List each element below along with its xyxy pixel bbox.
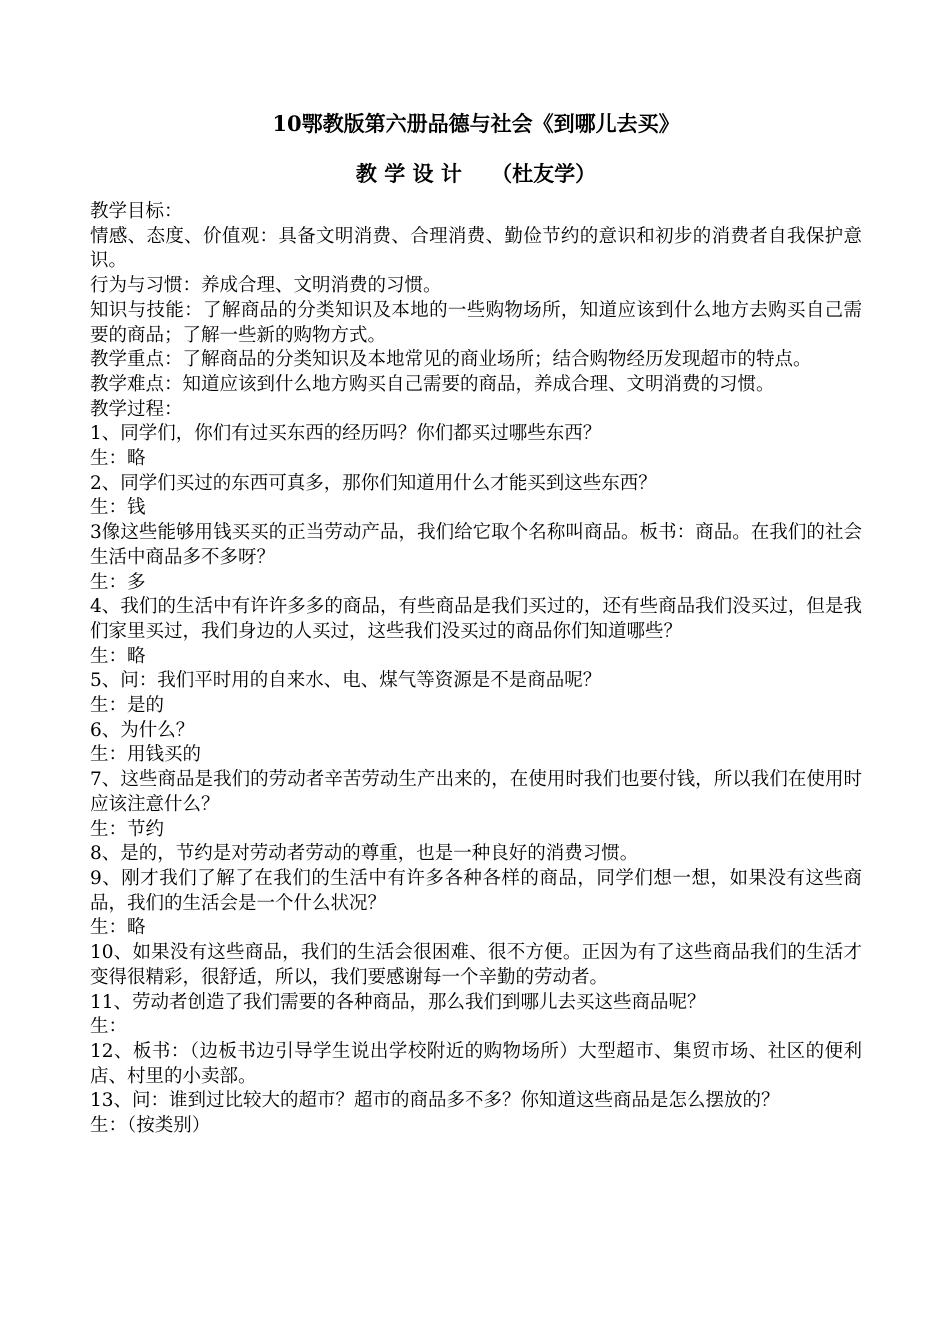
document-paragraph: 生：是的 bbox=[90, 695, 165, 717]
document-page bbox=[90, 108, 862, 1139]
document-paragraph: 知识与技能：了解商品的分类知识及本地的一些购物场所，知道应该到什么地方去购买自己需要的商品；了解一些新的购物方式。 bbox=[90, 299, 862, 346]
document-title: 10鄂教版第六册品德与社会《到哪儿去买》 bbox=[272, 111, 680, 136]
document-paragraph: 9、刚才我们了解了在我们的生活中有许多各种各样的商品，同学们想一想，如果没有这些商品，我们的生活会是一个什么状况？ bbox=[90, 867, 862, 914]
document-paragraph: 行为与习惯：养成合理、文明消费的习惯。 bbox=[90, 275, 442, 297]
document-paragraph: 生：略 bbox=[90, 917, 146, 939]
document-paragraph: 8、是的，节约是对劳动者劳动的尊重，也是一种良好的消费习惯。 bbox=[90, 843, 639, 865]
document-paragraph: 5、问：我们平时用的自来水、电、煤气等资源是不是商品呢？ bbox=[90, 670, 602, 692]
document-paragraph: 教学难点：知道应该到什么地方购买自己需要的商品，养成合理、文明消费的习惯。 bbox=[90, 373, 775, 395]
document-paragraph: 生：多 bbox=[90, 571, 146, 593]
document-paragraph: 1、同学们，你们有过买东西的经历吗？你们都买过哪些东西？ bbox=[90, 423, 602, 445]
document-paragraph: 情感、态度、价值观：具备文明消费、合理消费、勤俭节约的意识和初步的消费者自我保护意识。 bbox=[90, 225, 862, 272]
document-paragraph: 生：（按类别） bbox=[90, 1115, 211, 1137]
document-paragraph: 11、劳动者创造了我们需要的各种商品，那么我们到哪儿去买这些商品呢？ bbox=[90, 991, 706, 1013]
document-paragraph: 生：钱 bbox=[90, 497, 146, 519]
document-paragraph: 生：略 bbox=[90, 448, 146, 470]
document-paragraph: 生：用钱买的 bbox=[90, 744, 202, 766]
document-paragraph: 2、同学们买过的东西可真多，那你们知道用什么才能买到这些东西？ bbox=[90, 472, 657, 494]
document-subtitle: 教 学 设 计 （杜友学） bbox=[355, 161, 597, 186]
document-paragraph: 生： bbox=[90, 1016, 128, 1038]
document-paragraph: 6、为什么？ bbox=[90, 719, 195, 741]
document-paragraph: 生：略 bbox=[90, 645, 146, 667]
document-paragraph: 12、板书：（边板书边引导学生说出学校附近的购物场所）大型超市、集贸市场、社区的便利店、村里的小卖部。 bbox=[90, 1040, 862, 1087]
document-paragraph: 13、问：谁到过比较大的超市？超市的商品多不多？你知道这些商品是怎么摆放的？ bbox=[90, 1090, 780, 1112]
document-paragraph: 教学过程： bbox=[90, 398, 183, 420]
document-body bbox=[90, 200, 862, 1139]
document-paragraph: 教学目标： bbox=[90, 201, 183, 222]
document-paragraph: 7、这些商品是我们的劳动者辛苦劳动生产出来的，在使用时我们也要付钱，所以我们在使用时应该注意什么？ bbox=[90, 769, 862, 815]
document-paragraph: 3像这些能够用钱买买的正当劳动产品，我们给它取个名称叫商品。板书：商品。在我们的社会生活中商品多不多呀？ bbox=[90, 522, 862, 568]
document-paragraph: 生：节约 bbox=[90, 818, 165, 840]
document-paragraph: 教学重点：了解商品的分类知识及本地常见的商业场所；结合购物经历发现超市的特点。 bbox=[90, 349, 812, 371]
document-paragraph: 10、如果没有这些商品，我们的生活会很困难、很不方便。正因为有了这些商品我们的生活才变得很精彩，很舒适，所以，我们要感谢每一个辛勤的劳动者。 bbox=[90, 942, 862, 988]
document-paragraph: 4、我们的生活中有许许多多的商品，有些商品是我们买过的，还有些商品我们没买过，但是我们家里买过，我们身边的人买过，这些我们没买过的商品你们知道哪些？ bbox=[90, 596, 862, 642]
